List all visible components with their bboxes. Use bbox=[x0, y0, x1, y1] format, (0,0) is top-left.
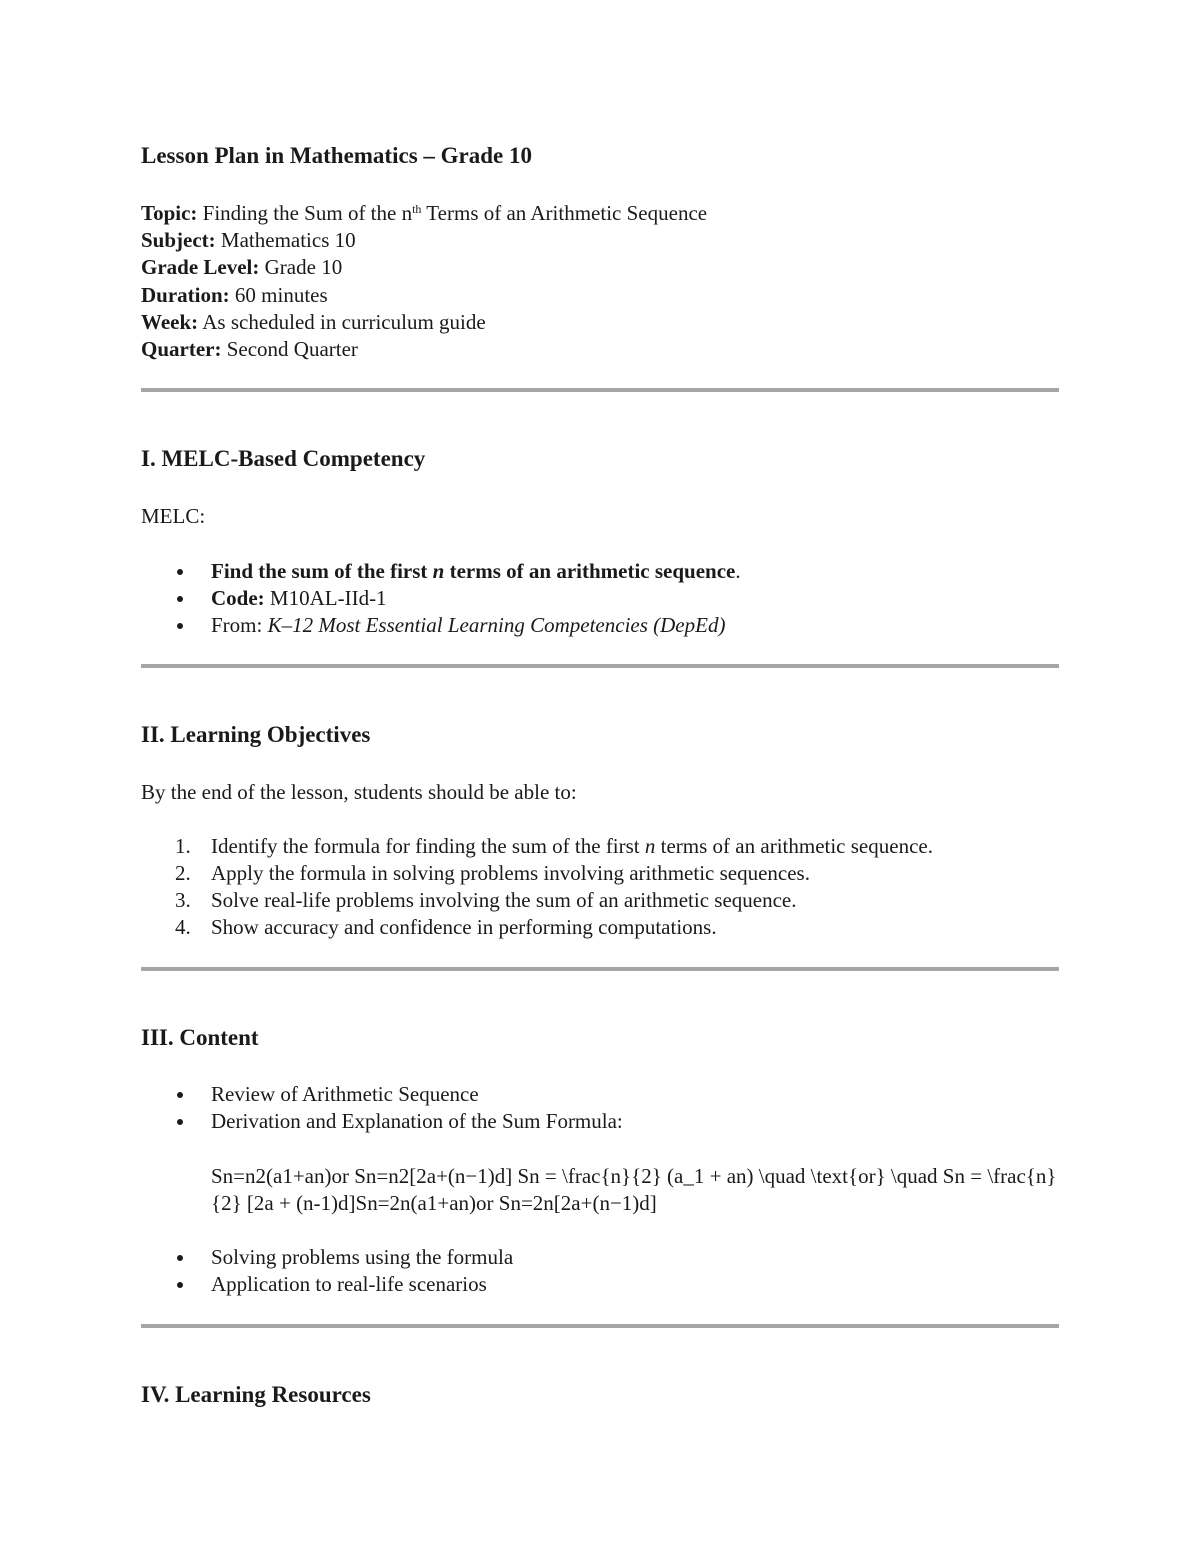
objective-text: Apply the formula in solving problems involving arithmetic sequences. bbox=[211, 861, 810, 885]
list-item bbox=[211, 558, 741, 585]
meta-grade-label: Grade Level: bbox=[141, 255, 260, 280]
melc-item-n: n bbox=[432, 559, 445, 583]
meta-subject-value: Mathematics 10 bbox=[220, 228, 356, 253]
list-item: Application to real-life scenarios bbox=[211, 1271, 513, 1298]
list-item: Solving problems using the formula bbox=[211, 1245, 514, 1269]
section-divider bbox=[141, 1324, 1059, 1328]
melc-intro: MELC: bbox=[141, 504, 206, 528]
melc-source-label: From: bbox=[211, 613, 263, 637]
list-number: 4. bbox=[175, 915, 191, 939]
list-item bbox=[211, 612, 741, 639]
list-number: 2. bbox=[175, 861, 191, 885]
meta-duration-value: 60 minutes bbox=[234, 282, 328, 307]
objectives-list bbox=[141, 833, 933, 941]
meta-week-value: As scheduled in curriculum guide bbox=[202, 309, 486, 334]
lesson-meta bbox=[141, 200, 707, 363]
meta-duration-label: Duration: bbox=[141, 282, 230, 307]
meta-grade-value: Grade 10 bbox=[264, 255, 343, 280]
meta-week bbox=[141, 309, 707, 336]
section-divider bbox=[141, 388, 1059, 392]
meta-duration bbox=[141, 282, 707, 309]
melc-code-value: M10AL-IId-1 bbox=[269, 586, 387, 610]
melc-source-value: K–12 Most Essential Learning Competencies (DepEd) bbox=[267, 613, 726, 637]
meta-subject-label: Subject: bbox=[141, 228, 216, 253]
melc-item-text bbox=[211, 559, 735, 583]
section-divider bbox=[141, 967, 1059, 971]
meta-grade bbox=[141, 254, 707, 281]
meta-quarter bbox=[141, 336, 707, 363]
list-item bbox=[175, 887, 933, 914]
meta-topic-label: Topic: bbox=[141, 201, 198, 225]
content-list-bottom bbox=[141, 1244, 513, 1298]
meta-quarter-label: Quarter: bbox=[141, 337, 222, 362]
list-item bbox=[175, 860, 933, 887]
meta-topic-sup: th bbox=[412, 202, 422, 216]
melc-list bbox=[141, 558, 741, 639]
objective-text: Identify the formula for finding the sum of the first bbox=[211, 834, 645, 858]
list-item: Review of Arithmetic Sequence bbox=[211, 1081, 623, 1108]
content-heading: III. Content bbox=[141, 1025, 259, 1050]
meta-subject bbox=[141, 227, 707, 254]
meta-quarter-value: Second Quarter bbox=[226, 337, 358, 362]
objective-text-rest: terms of an arithmetic sequence. bbox=[655, 834, 933, 858]
meta-topic-value-text: Finding the Sum of the n bbox=[202, 201, 413, 225]
melc-item-text-a: Find the sum of the first bbox=[211, 559, 433, 583]
section-divider bbox=[141, 664, 1059, 668]
melc-code-label: Code: bbox=[211, 586, 265, 610]
objectives-heading: II. Learning Objectives bbox=[141, 722, 371, 747]
content-list-top bbox=[141, 1081, 623, 1135]
resources-heading: IV. Learning Resources bbox=[141, 1382, 371, 1407]
list-item bbox=[175, 833, 933, 860]
objectives-intro: By the end of the lesson, students should be able to: bbox=[141, 780, 577, 804]
list-number: 1. bbox=[175, 834, 191, 858]
sum-formula: Sn=n2(a1+an)or Sn=n2[2a+(n−1)d] Sn = \frac{n}{2} (a_1 + an) \quad \text{or} \quad Sn = \frac{n}{2} [2a + (n-1)d]Sn=2n(a1+an)or Sn=2n[2a+(n−1)d] bbox=[211, 1164, 1057, 1215]
melc-item-text-b: terms of an arithmetic sequence bbox=[444, 559, 736, 583]
meta-topic-value-rest: Terms of an Arithmetic Sequence bbox=[421, 201, 708, 225]
document-title: Lesson Plan in Mathematics – Grade 10 bbox=[141, 143, 532, 168]
meta-topic bbox=[141, 200, 707, 227]
meta-topic-value bbox=[203, 201, 707, 225]
list-number: 3. bbox=[175, 888, 191, 912]
objective-text: Show accuracy and confidence in performing computations. bbox=[211, 915, 717, 939]
objective-emphasis: n bbox=[644, 834, 656, 858]
meta-week-label: Week: bbox=[141, 309, 199, 334]
melc-heading: I. MELC-Based Competency bbox=[141, 446, 426, 471]
melc-item-period: . bbox=[735, 559, 741, 583]
list-item bbox=[211, 585, 741, 612]
list-item: Derivation and Explanation of the Sum Formula: bbox=[211, 1109, 623, 1133]
objective-text: Solve real-life problems involving the sum of an arithmetic sequence. bbox=[211, 888, 797, 912]
list-item bbox=[175, 914, 933, 941]
